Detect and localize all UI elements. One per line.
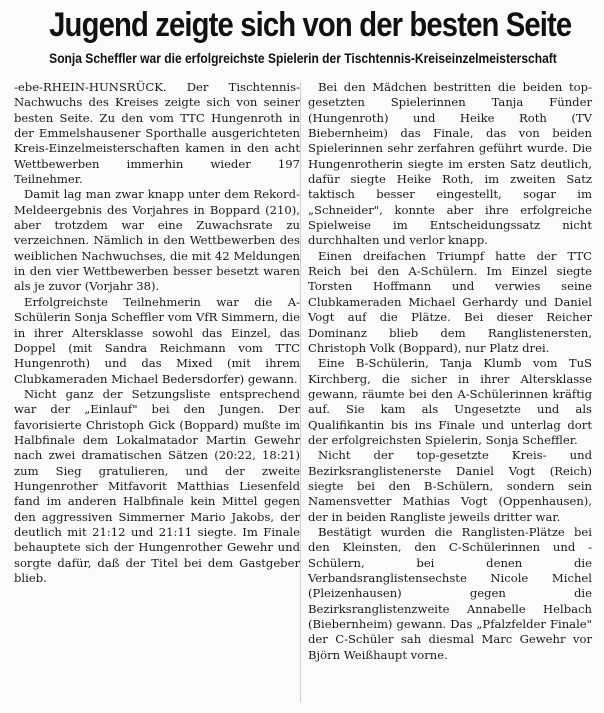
paragraph: Nicht der top-gesetzte Kreis- und Bezirksranglistenerste Daniel Vogt (Reich) siegte bei den B-Schülern, sondern sein Namensvetter Mathias Vogt (Oppenhausen), der in beiden Rangliste jeweils dritter war. (308, 448, 592, 524)
paragraph: Bei den Mädchen bestritten die beiden top-gesetzten Spielerinnen Tanja Fünder (Hungenroth) und Heike Roth (TV Biebernheim) das Finale, das von beiden Spielerinnen sehr zerfahren geführt wurde. Die Hungenrotherin siegte im ersten Satz deutlich, dafür siegte Heike Roth, im zweiten Satz taktisch besser eingestellt, sogar im „Schneider", konnte aber ihre erfolgreiche Spielweise im Entscheidungssatz nicht durchhalten und verlor knapp. (308, 80, 592, 248)
column-divider (300, 82, 301, 702)
paragraph: Eine B-Schülerin, Tanja Klumb vom TuS Kirchberg, die sicher in ihrer Altersklasse gewann, räumte bei den A-Schülerinnen kräftig auf. Sie kam als Ungesetzte und als Qualifikantin bis ins Finale und unterlag dort der erfolgreichsten Spielerin, Sonja Scheffler. (308, 356, 592, 447)
left-column (14, 80, 300, 586)
paragraph: Bestätigt wurden die Ranglisten-Plätze bei den Kleinsten, den C-Schülerinnen und -Schülern, bei denen die Verbandsranglistensechste Nicole Michel (Pleizenhausen) gegen die Bezirksranglistenzweite Annabelle Helbach (Biebernheim) gewann. Das „Pfalzfelder Finale" der C-Schüler sah diesmal Marc Gewehr vor Björn Weißhaupt vorne. (308, 524, 592, 662)
subheadline: Sonja Scheffler war die erfolgreichste Spielerin der Tischtennis-Kreiseinzelmeisterschaft (49, 50, 557, 66)
right-column (308, 80, 592, 663)
headline: Jugend zeigte sich von der besten Seite (49, 6, 572, 44)
paragraph: Nicht ganz der Setzungsliste entsprechend war der „Einlauf" bei den Jungen. Der favorisierte Christoph Gick (Boppard) mußte im Halbfinale dem Lokalmatador Martin Gewehr nach zwei dramatischen Sätzen (20:22, 18:21) zum Sieg gratulieren, und der zweite Hungenrother Mitfavorit Matthias Liesenfeld fand im anderen Halbfinale kein Mittel gegen den aggressiven Simmerner Mario Jakobs, der deutlich mit 21:12 und 21:11 siegte. Im Finale behauptete sich der Hungenrother Gewehr und sorgte dafür, daß der Titel bei dem Gastgeber blieb. (14, 386, 300, 585)
paragraph-intro: -ebe-RHEIN-HUNSRÜCK. Der Tischtennis-Nachwuchs des Kreises zeigte sich von seiner besten Seite. Zu den vom TTC Hungenroth in der Emmelshausener Sporthalle ausgerichteten Kreis-Einzelmeisterschaften kamen in den acht Wettbewerben immerhin wieder 197 Teilnehmer. (14, 80, 300, 187)
paragraph: Einen dreifachen Triumpf hatte der TTC Reich bei den A-Schülern. Im Einzel siegte Torsten Hoffmann und verwies seine Clubkameraden Michael Gerhardy und Daniel Vogt auf die Plätze. Bei dieser Reicher Dominanz blieb dem Ranglistenersten, Christoph Volk (Boppard), nur Platz drei. (308, 248, 592, 355)
paragraph: Damit lag man zwar knapp unter dem Rekord-Meldeergebnis des Vorjahres in Boppard (210), aber trotzdem war eine Zuwachsrate zu verzeichnen. Nämlich in den Wettbewerben des weiblichen Nachwuchses, die mit 42 Meldungen in den vier Wettbewerben besser besetzt waren als je zuvor (Vorjahr 38). (14, 187, 300, 294)
paragraph: Erfolgreichste Teilnehmerin war die A-Schülerin Sonja Scheffler vom VfR Simmern, die in ihrer Altersklasse sowohl das Einzel, das Doppel (mit Sandra Reichmann vom TTC Hungenroth) und das Mixed (mit ihrem Clubkameraden Michael Bedersdorfer) gewann. (14, 294, 300, 386)
